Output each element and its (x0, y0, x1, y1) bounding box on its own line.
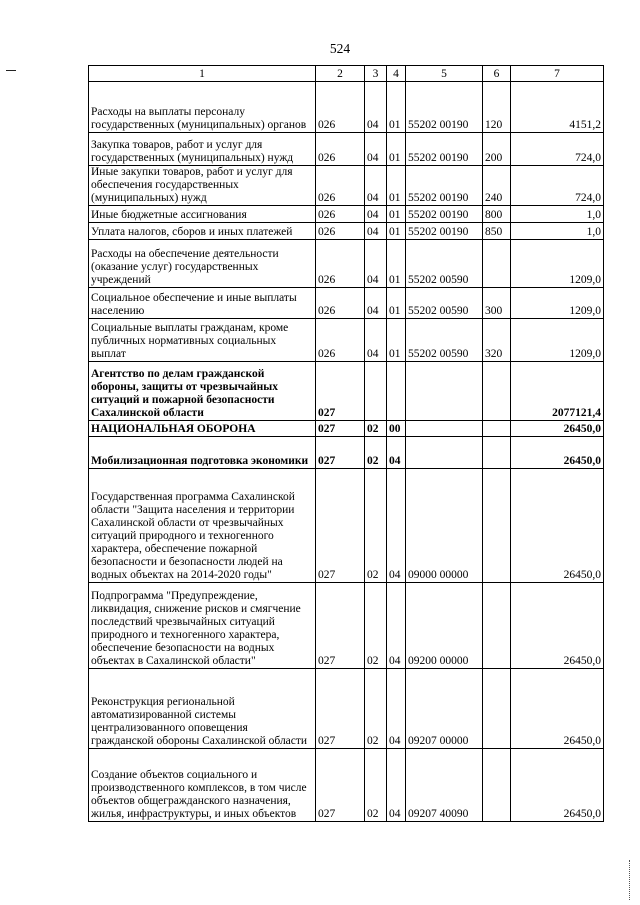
row-target-article-cell: 55202 00590 (406, 240, 483, 288)
row-subsection-code-cell: 01 (387, 133, 406, 166)
row-target-article-cell (406, 421, 483, 437)
table-row (89, 362, 604, 421)
row-expense-type-cell (483, 669, 511, 749)
row-name-cell: Мобилизационная подготовка экономики (89, 437, 316, 469)
row-ministry-code-cell: 026 (316, 206, 365, 223)
row-ministry-code-cell: 026 (316, 240, 365, 288)
row-amount-cell: 26450,0 (511, 437, 604, 469)
table-row (89, 288, 604, 319)
column-header: 4 (387, 66, 406, 82)
row-section-code-cell: 04 (365, 319, 387, 362)
row-ministry-code-cell: 027 (316, 469, 365, 583)
row-name-cell: Реконструкция региональной автоматизированной системы централизованного оповещения гражданской обороны Сахалинской области (89, 669, 316, 749)
row-target-article-cell: 55202 00190 (406, 82, 483, 133)
row-section-code-cell: 04 (365, 133, 387, 166)
row-subsection-code-cell: 01 (387, 82, 406, 133)
row-target-article-cell: 09207 40090 (406, 749, 483, 822)
row-target-article-cell: 55202 00190 (406, 223, 483, 240)
column-header: 1 (89, 66, 316, 82)
row-expense-type-cell (483, 437, 511, 469)
row-subsection-code-cell: 01 (387, 240, 406, 288)
row-name-cell: Уплата налогов, сборов и иных платежей (89, 223, 316, 240)
row-ministry-code-cell: 027 (316, 669, 365, 749)
row-target-article-cell: 09207 00000 (406, 669, 483, 749)
row-amount-cell: 1209,0 (511, 240, 604, 288)
row-name-cell: Иные бюджетные ассигнования (89, 206, 316, 223)
row-target-article-cell (406, 362, 483, 421)
row-section-code-cell: 02 (365, 749, 387, 822)
row-ministry-code-cell: 027 (316, 362, 365, 421)
row-target-article-cell: 55202 00190 (406, 133, 483, 166)
column-header: 3 (365, 66, 387, 82)
row-amount-cell: 1,0 (511, 223, 604, 240)
budget-table (88, 65, 604, 822)
row-ministry-code-cell: 027 (316, 583, 365, 669)
table-row (89, 421, 604, 437)
row-expense-type-cell: 200 (483, 133, 511, 166)
row-name-cell: Создание объектов социального и производственного комплексов, в том числе объектов общегражданского назначения, жилья, инфраструктуры, и иных объектов (89, 749, 316, 822)
row-ministry-code-cell: 026 (316, 319, 365, 362)
row-section-code-cell: 02 (365, 583, 387, 669)
row-subsection-code-cell: 00 (387, 421, 406, 437)
row-ministry-code-cell: 026 (316, 223, 365, 240)
row-amount-cell: 26450,0 (511, 749, 604, 822)
row-subsection-code-cell: 01 (387, 319, 406, 362)
row-ministry-code-cell: 027 (316, 749, 365, 822)
table-row (89, 206, 604, 223)
row-section-code-cell: 04 (365, 166, 387, 206)
budget-table-body (89, 66, 604, 822)
row-name-cell: Закупка товаров, работ и услуг для государственных (муниципальных) нужд (89, 133, 316, 166)
table-row (89, 133, 604, 166)
row-ministry-code-cell: 027 (316, 437, 365, 469)
table-row (89, 166, 604, 206)
row-subsection-code-cell: 01 (387, 223, 406, 240)
table-row (89, 749, 604, 822)
row-expense-type-cell: 240 (483, 166, 511, 206)
column-header: 7 (511, 66, 604, 82)
row-expense-type-cell: 850 (483, 223, 511, 240)
row-amount-cell: 26450,0 (511, 421, 604, 437)
row-name-cell: Агентство по делам гражданской обороны, защиты от чрезвычайных ситуаций и пожарной безопасности Сахалинской области (89, 362, 316, 421)
row-expense-type-cell: 300 (483, 288, 511, 319)
column-header: 2 (316, 66, 365, 82)
table-row (89, 223, 604, 240)
row-expense-type-cell (483, 362, 511, 421)
table-row (89, 437, 604, 469)
row-amount-cell: 1,0 (511, 206, 604, 223)
row-target-article-cell: 55202 00190 (406, 206, 483, 223)
scan-edge-artifact (629, 860, 632, 900)
row-section-code-cell: 04 (365, 82, 387, 133)
row-section-code-cell: 04 (365, 240, 387, 288)
row-target-article-cell: 09200 00000 (406, 583, 483, 669)
row-section-code-cell: 02 (365, 669, 387, 749)
row-subsection-code-cell: 04 (387, 669, 406, 749)
row-section-code-cell: 04 (365, 206, 387, 223)
row-expense-type-cell: 800 (483, 206, 511, 223)
row-ministry-code-cell: 026 (316, 166, 365, 206)
row-subsection-code-cell: 01 (387, 206, 406, 223)
row-amount-cell: 2077121,4 (511, 362, 604, 421)
row-section-code-cell: 02 (365, 437, 387, 469)
row-amount-cell: 724,0 (511, 166, 604, 206)
row-expense-type-cell (483, 583, 511, 669)
table-row (89, 240, 604, 288)
row-section-code-cell: 02 (365, 421, 387, 437)
row-expense-type-cell (483, 421, 511, 437)
row-name-cell: Расходы на обеспечение деятельности (оказание услуг) государственных учреждений (89, 240, 316, 288)
row-section-code-cell: 04 (365, 288, 387, 319)
row-subsection-code-cell: 04 (387, 749, 406, 822)
row-amount-cell: 26450,0 (511, 583, 604, 669)
row-subsection-code-cell: 04 (387, 469, 406, 583)
row-target-article-cell: 55202 00590 (406, 319, 483, 362)
row-target-article-cell: 09000 00000 (406, 469, 483, 583)
row-name-cell: Государственная программа Сахалинской области "Защита населения и территории Сахалинской области от чрезвычайных ситуаций природного и техногенного характера, обеспечение пожарной безопасности и безопасности людей на водных объектах на 2014-2020 годы" (89, 469, 316, 583)
row-subsection-code-cell: 04 (387, 583, 406, 669)
row-ministry-code-cell: 027 (316, 421, 365, 437)
row-amount-cell: 26450,0 (511, 469, 604, 583)
row-target-article-cell (406, 437, 483, 469)
scan-mark (6, 70, 16, 71)
row-name-cell: Социальное обеспечение и иные выплаты населению (89, 288, 316, 319)
row-expense-type-cell (483, 749, 511, 822)
row-section-code-cell: 04 (365, 223, 387, 240)
row-amount-cell: 724,0 (511, 133, 604, 166)
row-amount-cell: 26450,0 (511, 669, 604, 749)
row-expense-type-cell (483, 240, 511, 288)
row-subsection-code-cell: 04 (387, 437, 406, 469)
row-expense-type-cell: 120 (483, 82, 511, 133)
row-section-code-cell: 02 (365, 469, 387, 583)
column-header-row (89, 66, 604, 82)
row-name-cell: НАЦИОНАЛЬНАЯ ОБОРОНА (89, 421, 316, 437)
row-target-article-cell: 55202 00190 (406, 166, 483, 206)
row-amount-cell: 4151,2 (511, 82, 604, 133)
page-number: 524 (329, 41, 351, 56)
row-name-cell: Расходы на выплаты персоналу государственных (муниципальных) органов (89, 82, 316, 133)
row-amount-cell: 1209,0 (511, 319, 604, 362)
row-subsection-code-cell (387, 362, 406, 421)
table-row (89, 82, 604, 133)
table-row (89, 319, 604, 362)
row-name-cell: Социальные выплаты гражданам, кроме публичных нормативных социальных выплат (89, 319, 316, 362)
row-target-article-cell: 55202 00590 (406, 288, 483, 319)
row-name-cell: Подпрограмма "Предупреждение, ликвидация, снижение рисков и смягчение последствий чрезвычайных ситуаций природного и техногенного характера, обеспечение безопасности на водных объектах в Сахалинской области" (89, 583, 316, 669)
row-subsection-code-cell: 01 (387, 288, 406, 319)
row-subsection-code-cell: 01 (387, 166, 406, 206)
row-amount-cell: 1209,0 (511, 288, 604, 319)
row-ministry-code-cell: 026 (316, 288, 365, 319)
column-header: 6 (483, 66, 511, 82)
table-row (89, 469, 604, 583)
table-row (89, 669, 604, 749)
row-ministry-code-cell: 026 (316, 82, 365, 133)
column-header: 5 (406, 66, 483, 82)
table-row (89, 583, 604, 669)
row-section-code-cell (365, 362, 387, 421)
row-ministry-code-cell: 026 (316, 133, 365, 166)
row-expense-type-cell (483, 469, 511, 583)
row-name-cell: Иные закупки товаров, работ и услуг для обеспечения государственных (муниципальных) нужд (89, 166, 316, 206)
row-expense-type-cell: 320 (483, 319, 511, 362)
